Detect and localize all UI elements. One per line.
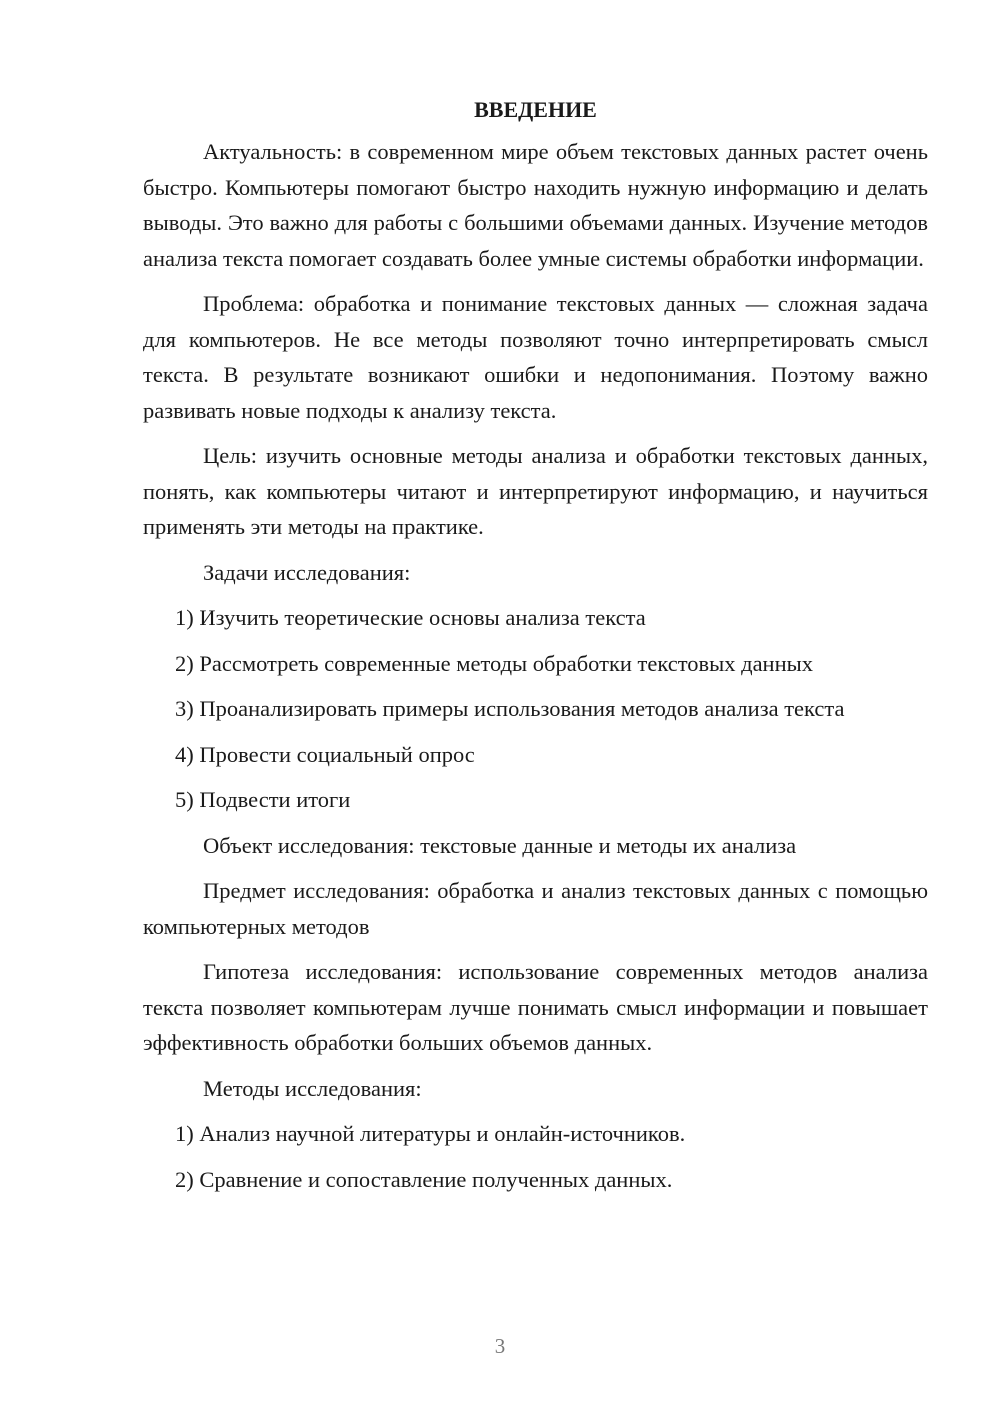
tasks-list [143, 600, 928, 818]
list-item: 1) Изучить теоретические основы анализа текста [175, 605, 646, 630]
object-paragraph: Объект исследования: текстовые данные и методы их анализа [203, 832, 797, 858]
goal-paragraph: Цель: изучить основные методы анализа и обработки текстовых данных, понять, как компьютеры читают и интерпретируют информацию, и научиться применять эти методы на практике. [143, 443, 928, 539]
methods-list [143, 1116, 928, 1197]
list-item: 3) Проанализировать примеры использования методов анализа текста [175, 696, 845, 721]
list-item: 2) Сравнение и сопоставление полученных данных. [175, 1166, 673, 1192]
page-number: 3 [494, 1334, 506, 1358]
tasks-title: Задачи исследования: [203, 559, 411, 585]
list-item: 2) Рассмотреть современные методы обработки текстовых данных [175, 650, 814, 676]
relevance-paragraph: Актуальность: в современном мире объем текстовых данных растет очень быстро. Компьютеры помогают быстро находить нужную информацию и делать выводы. Это важно для работы с большими объемами данных. Изучение методов анализа текста помогает создавать более умные системы обработки информации. [143, 139, 928, 271]
hypothesis-paragraph: Гипотеза исследования: использование современных методов анализа текста позволяет компьютерам лучше понимать смысл информации и повышает эффективность обработки больших объемов данных. [143, 959, 928, 1055]
problem-paragraph: Проблема: обработка и понимание текстовых данных — сложная задача для компьютеров. Не все методы позволяют точно интерпретировать смысл текста. В результате возникают ошибки и недопонимания. Поэтому важно развивать новые подходы к анализу текста. [143, 291, 928, 423]
document-page [143, 95, 928, 1207]
methods-title: Методы исследования: [203, 1075, 422, 1101]
list-item: 4) Провести социальный опрос [175, 741, 475, 767]
section-heading: ВВЕДЕНИЕ [474, 97, 597, 122]
subject-paragraph: Предмет исследования: обработка и анализ текстовых данных с помощью компьютерных методов [143, 878, 928, 939]
list-item: 5) Подвести итоги [175, 787, 351, 812]
list-item: 1) Анализ научной литературы и онлайн-источников. [175, 1121, 686, 1146]
